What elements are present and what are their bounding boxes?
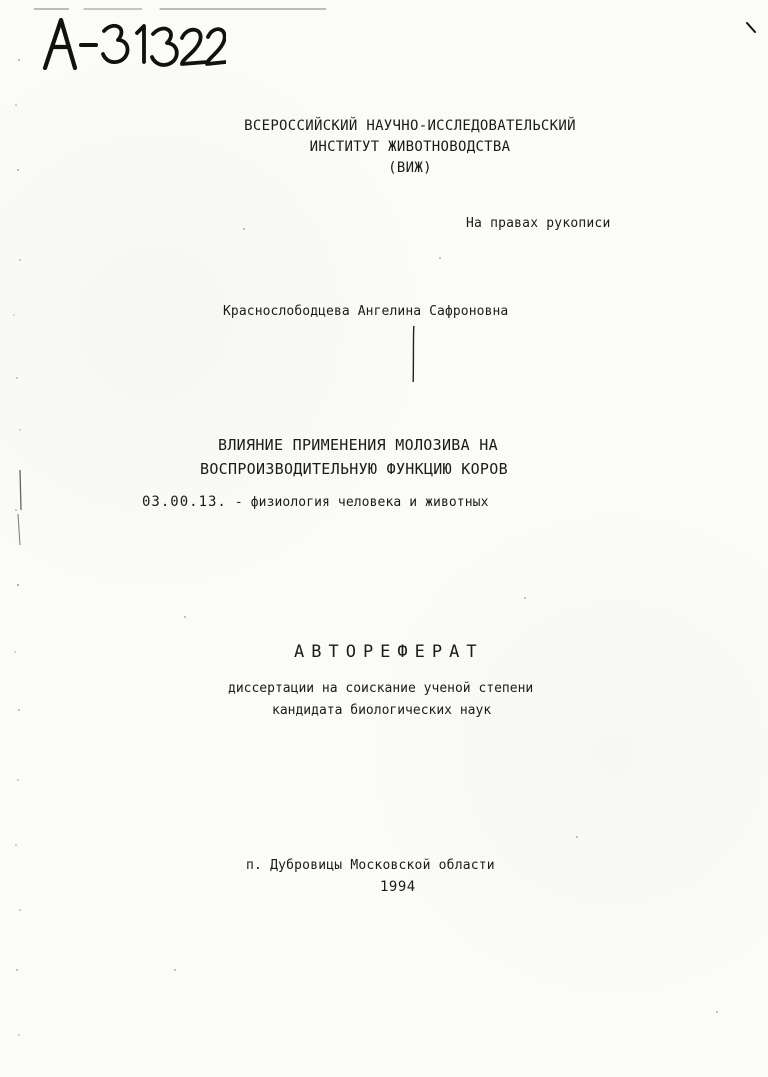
vertical-pen-mark [412,326,415,382]
document-type-subtitle [228,678,638,722]
archive-number-mark [36,10,226,80]
title-line-1: ВЛИЯНИЕ ПРИМЕНЕНИЯ МОЛОЗИВА НА [218,436,498,454]
subtitle-line-1: диссертации на соискание ученой степени [228,681,534,696]
dissertation-title [200,433,650,481]
rights-notice: На правах рукописи [466,216,611,231]
paper-speck [184,616,186,618]
archive-number-handwriting [36,10,226,80]
paper-speck [439,257,441,259]
publication-year: 1994 [380,879,416,895]
paper-speck [576,836,578,838]
specialty-code: 03.00.13. [142,494,227,510]
corner-mark [746,20,756,34]
institute-line-3: (ВИЖ) [388,160,432,176]
paper-speck [243,228,245,230]
specialty-name: - физиология человека и животных [234,495,489,510]
institute-name [160,116,660,179]
institute-line-1: ВСЕРОССИЙСКИЙ НАУЧНО-ИССЛЕДОВАТЕЛЬСКИЙ [244,118,576,134]
publication-place: п. Дубровицы Московской области [246,858,495,873]
institute-line-2: ИНСТИТУТ ЖИВОТНОВОДСТВА [309,139,511,155]
paper-speck [716,1011,718,1013]
author-name: Краснослободцева Ангелина Сафроновна [223,304,509,319]
document-type-title: АВТОРЕФЕРАТ [294,642,484,662]
paper-speck [174,969,176,971]
paper-speck [524,597,526,599]
left-margin-specks [8,40,26,1060]
title-line-2: ВОСПРОИЗВОДИТЕЛЬНУЮ ФУНКЦИЮ КОРОВ [200,460,508,478]
subtitle-line-2: кандидата биологических наук [272,703,492,718]
specialty [142,494,489,510]
